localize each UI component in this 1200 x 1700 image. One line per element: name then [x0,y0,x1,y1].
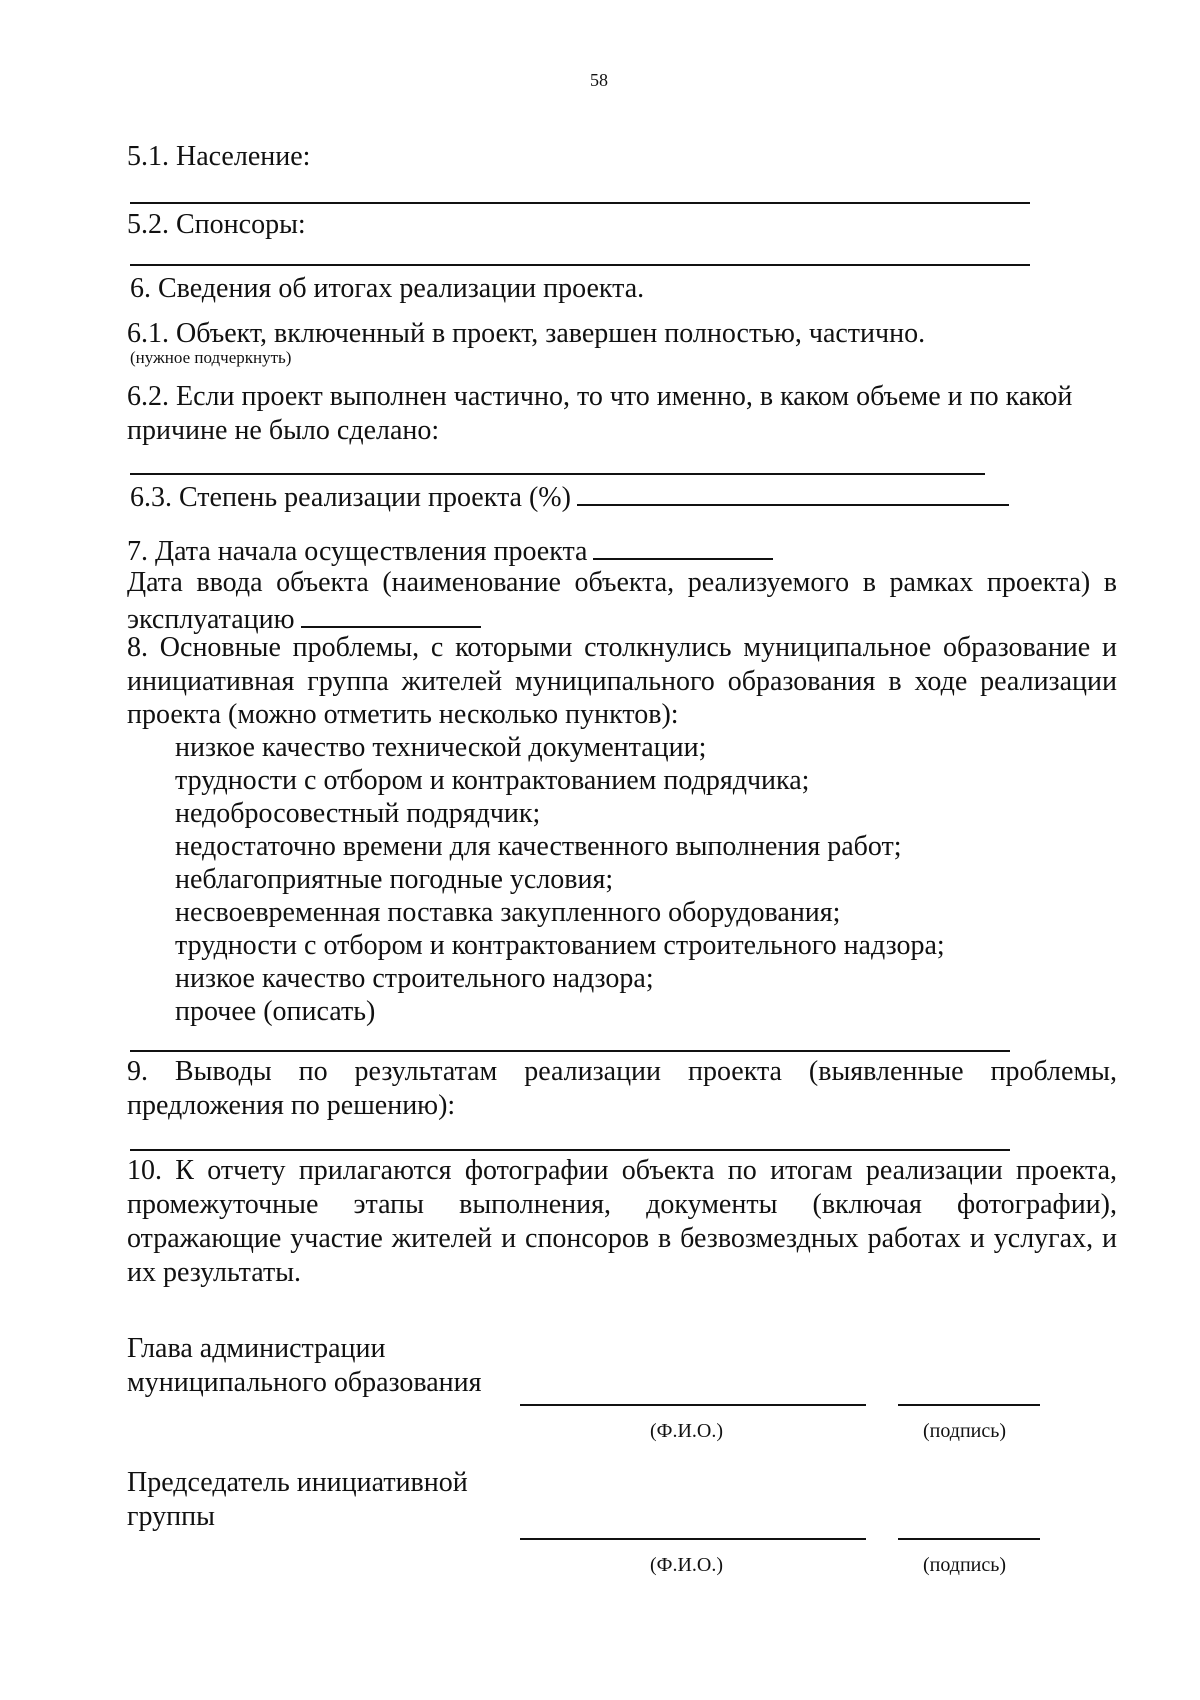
blank-line-9 [130,1149,1010,1151]
section-7-label: 7. Дата начала осуществления проекта [127,536,588,567]
list-item: недобросовестный подрядчик; [175,798,541,829]
section-6-2-line1: 6.2. Если проект выполнен частично, то что именно, в каком объеме и по какой [127,381,1073,412]
section-6-1: 6.1. Объект, включенный в проект, завершен полностью, частично. [127,318,926,349]
list-item: низкое качество строительного надзора; [175,963,654,994]
section-10-line2: промежуточные этапы выполнения, документы (включая фотографии), [127,1189,1117,1220]
list-item: низкое качество технической документации; [175,732,707,763]
section-7 [127,532,773,569]
section-10-line1: 10. К отчету прилагаются фотографии объекта по итогам реализации проекта, [127,1155,1117,1186]
section-10-line4: их результаты. [127,1257,302,1288]
page-number: 58 [590,70,608,90]
section-7-line2: Дата ввода объекта (наименование объекта, реализуемого в рамках проекта) в [127,567,1117,598]
blank-line-8-other [130,1050,1010,1052]
head-signature-label: (подпись) [923,1420,1007,1442]
list-item: неблагоприятные погодные условия; [175,864,614,895]
head-title-line2: муниципального образования [127,1367,482,1398]
list-item: прочее (описать) [175,996,376,1027]
section-6-3-label: 6.3. Степень реализации проекта (%) [130,482,571,513]
chair-fio-line[interactable] [520,1538,866,1540]
section-8-line2: инициативная группа жителей муниципального образования в ходе реализации [127,666,1117,697]
chair-fio-label: (Ф.И.О.) [650,1554,724,1576]
list-item: трудности с отбором и контрактованием подрядчика; [175,765,810,796]
head-fio-label: (Ф.И.О.) [650,1420,724,1442]
chair-title-line1: Председатель инициативной [127,1467,468,1498]
section-10-line3: отражающие участие жителей и спонсоров в безвозмездных работах и услугах, и [127,1223,1117,1254]
blank-line-5-1 [130,202,1030,204]
section-6-2-line2: причине не было сделано: [127,415,440,446]
head-title-line1: Глава администрации [127,1333,386,1364]
blank-line-7-commission [301,600,481,628]
section-7-line3-label: эксплуатацию [127,604,295,635]
blank-line-5-2 [130,264,1030,266]
chair-signature-label: (подпись) [923,1554,1007,1576]
section-9-line1: 9. Выводы по результатам реализации проекта (выявленные проблемы, [127,1056,1117,1087]
section-6-3 [130,478,1009,515]
section-8-line3: проекта (можно отметить несколько пунктов): [127,699,679,730]
section-6: 6. Сведения об итогах реализации проекта. [130,273,645,304]
section-6-1-note: (нужное подчеркнуть) [130,348,292,367]
blank-line-7-start [593,532,773,560]
section-9-line2: предложения по решению): [127,1090,456,1121]
section-5-2: 5.2. Спонсоры: [127,209,306,240]
blank-line-6-3 [577,478,1009,506]
section-5-1: 5.1. Население: [127,141,311,172]
list-item: трудности с отбором и контрактованием строительного надзора; [175,930,945,961]
head-fio-line[interactable] [520,1404,866,1406]
list-item: несвоевременная поставка закупленного оборудования; [175,897,841,928]
section-8-line1: 8. Основные проблемы, с которыми столкнулись муниципальное образование и [127,632,1117,663]
head-signature-line[interactable] [898,1404,1040,1406]
blank-line-6-2 [130,473,985,475]
chair-title-line2: группы [127,1501,215,1532]
list-item: недостаточно времени для качественного выполнения работ; [175,831,902,862]
chair-signature-line[interactable] [898,1538,1040,1540]
